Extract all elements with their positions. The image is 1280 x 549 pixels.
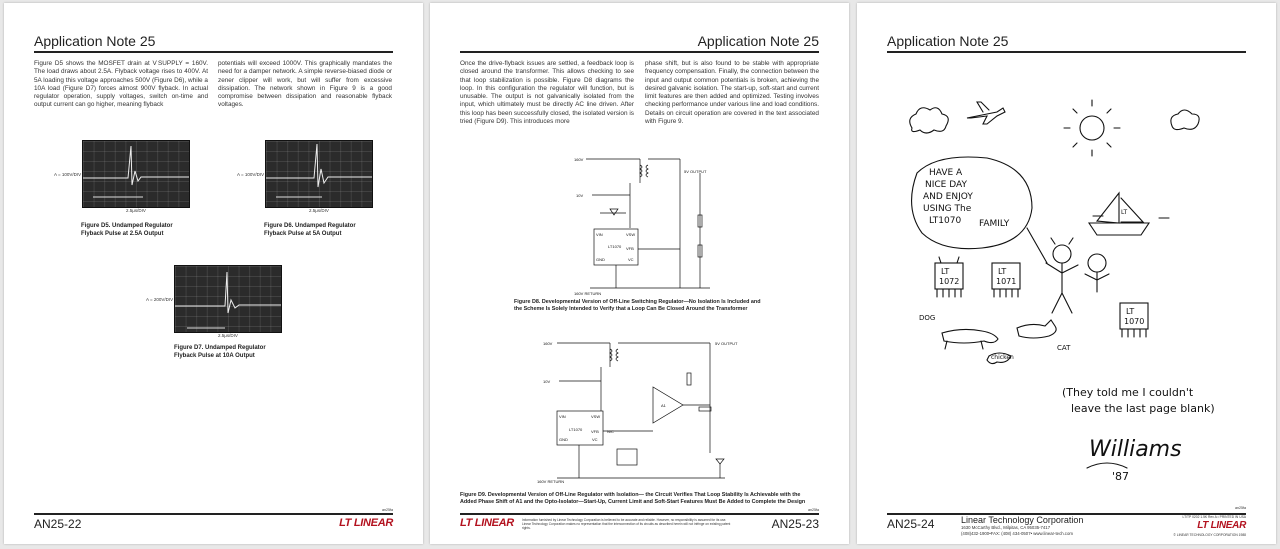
- svg-text:LT: LT: [1126, 307, 1135, 316]
- fig-d6-time: 2.5μs/DIV: [309, 208, 329, 213]
- copyright: © LINEAR TECHNOLOGY CORPORATION 1988: [1173, 533, 1246, 537]
- body-column-2: phase shift, but is also found to be stable with appropriate frequency compensation. Finally, the connection between the input and output common potentials is broken, achieving the desired galvanic isolation. The start-up, soft-start and current limit features are then added and optimized. Testing involves checking performance under various line and load conditions. Details on circuit operation are covered in the text associated with Figure 9.: [645, 60, 819, 126]
- fig-d6-scale: A = 100V/DIV: [237, 172, 265, 177]
- page-an25-24: [857, 3, 1276, 544]
- fig-d5-scale: A = 100V/DIV: [54, 172, 82, 177]
- sun-doodle: [1080, 116, 1104, 140]
- svg-text:Williams: Williams: [1089, 437, 1182, 462]
- bubble-text: [923, 168, 1010, 229]
- body-column-1: Figure D5 shows the MOSFET drain at V SUPPLY = 160V. The load draws about 2.5A. Flyback voltage rises to 400V. At 5A loading this voltage approaches 500V (Figure D6), while a 10A load (Figure D7) forces almost 900V flyback. In actual regulator operation, supply voltages, switch on-time and output current can go higher, meaning flyback: [34, 60, 208, 109]
- page-an25-22: [4, 3, 423, 544]
- page-header: Application Note 25: [697, 33, 819, 49]
- svg-text:VIN: VIN: [559, 414, 566, 419]
- fig-d8-caption: Figure D8. Developmental Version of Off-Line Switching Regulator—No Isolation Is Included and the Scheme Is Solely Intended to Verify that a Loop Can Be Closed Around the Transformer: [514, 299, 761, 312]
- company-name: Linear Technology Corporation: [961, 515, 1084, 525]
- sailboat-doodle: [1089, 193, 1149, 235]
- footer-code: an25fa: [382, 508, 393, 512]
- page-number: AN25-24: [887, 517, 935, 531]
- fig-d5-caption: Figure D5. Undamped Regulator Flyback Pulse at 2.5A Output: [81, 223, 173, 237]
- svg-text:chicken: chicken: [991, 354, 1014, 361]
- svg-text:VFB: VFB: [591, 429, 599, 434]
- fig-d5-scope: [82, 140, 190, 208]
- svg-text:N/C: N/C: [607, 429, 614, 434]
- body-column-2: potentials will exceed 1000V. This graphically mandates the need for a damper network. A simple reverse-biased diode or zener clipper will work, but will suffer from excessive dissipation. The network shown in Figure 9 is a good compromise between dissipation and reasonable flyback voltages.: [218, 60, 392, 109]
- page-header: Application Note 25: [34, 33, 156, 49]
- svg-text:5V OUTPUT: 5V OUTPUT: [684, 169, 707, 174]
- svg-text:LT: LT: [998, 267, 1007, 276]
- cat-doodle: [1017, 320, 1056, 338]
- svg-text:NICE DAY: NICE DAY: [925, 180, 967, 190]
- header-rule: [460, 51, 819, 53]
- svg-text:VIN: VIN: [596, 232, 603, 237]
- svg-text:VSW: VSW: [626, 232, 636, 237]
- svg-text:leave the last page blank): leave the last page blank): [1071, 402, 1215, 415]
- svg-text:DOG: DOG: [919, 314, 936, 322]
- page-header: Application Note 25: [887, 33, 1009, 49]
- svg-text:VC: VC: [592, 437, 598, 442]
- svg-text:HAVE A: HAVE A: [929, 168, 963, 178]
- svg-text:AND ENJOY: AND ENJOY: [923, 192, 973, 202]
- svg-text:LT1070: LT1070: [929, 216, 962, 226]
- linear-logo: LT LINEAR: [1197, 520, 1246, 531]
- footer-rule: [34, 513, 393, 515]
- svg-text:160V RETURN: 160V RETURN: [537, 479, 565, 484]
- fig-d8-schematic: [570, 153, 730, 298]
- fig-d6-caption: Figure D6. Undamped Regulator Flyback Pulse at 5A Output: [264, 223, 356, 237]
- linear-logo: LT LINEAR: [460, 517, 514, 529]
- fig-d7-time: 2.5μs/DIV: [218, 333, 238, 338]
- svg-text:160V: 160V: [574, 157, 584, 162]
- svg-text:LT1070: LT1070: [569, 427, 583, 432]
- svg-text:1072: 1072: [939, 277, 960, 286]
- svg-text:A1: A1: [661, 403, 666, 408]
- svg-text:VFB: VFB: [626, 246, 634, 251]
- fig-d7-scale: A = 200V/DIV: [146, 297, 174, 302]
- svg-text:160V: 160V: [543, 341, 553, 346]
- svg-text:160V RETURN: 160V RETURN: [574, 291, 602, 296]
- page-an25-23: [430, 3, 849, 544]
- svg-text:(They told me I couldn't: (They told me I couldn't: [1062, 386, 1194, 399]
- svg-text:GND: GND: [559, 437, 568, 442]
- svg-text:GND: GND: [596, 257, 605, 262]
- svg-text:LT: LT: [941, 267, 950, 276]
- print-code: LT/TP 0202 1.5K Rev A • PRINTED IN USA: [1182, 515, 1246, 519]
- header-rule: [887, 51, 1246, 53]
- company-phone: (408)432-1900•FAX: (408) 434-0507• www.linear-tech.com: [961, 531, 1073, 536]
- svg-text:1070: 1070: [1124, 317, 1145, 326]
- page-number: AN25-23: [771, 517, 819, 531]
- fig-d7-scope: [174, 265, 282, 333]
- svg-text:'87: '87: [1112, 470, 1130, 483]
- header-rule: [34, 51, 393, 53]
- svg-text:1071: 1071: [996, 277, 1017, 286]
- svg-text:LT: LT: [1121, 209, 1128, 216]
- footer-rule: [460, 513, 819, 515]
- body-column-1: Once the drive-flyback issues are settled, a feedback loop is closed around the transformer. This allows checking to see that loop stabilization is possible. Figure D8 diagrams the loop. In this configuration the regulator will function, but is unusable. The output is not galvanically isolated from the input, which ultimately must be directly AC line driven. After this loop has been successfully closed, the isolated version is tried (Figure D9). This introduces more: [460, 60, 634, 126]
- footer-code: an25fa: [1235, 506, 1246, 510]
- svg-text:LT1070: LT1070: [608, 244, 622, 249]
- svg-text:FAMILY: FAMILY: [979, 219, 1010, 229]
- footer-code: an25fa: [808, 508, 819, 512]
- fig-d7-caption: Figure D7. Undamped Regulator Flyback Pulse at 10A Output: [174, 345, 266, 359]
- fig-d9-schematic: [535, 333, 740, 488]
- dog-doodle: [942, 329, 998, 349]
- company-address: 1630 McCarthy Blvd., Milpitas, CA 95035-7417: [961, 525, 1051, 530]
- hand-drawn-cartoon: [857, 58, 1276, 498]
- svg-text:10V: 10V: [543, 379, 551, 384]
- svg-text:USING The: USING The: [923, 204, 972, 214]
- svg-text:VC: VC: [628, 257, 634, 262]
- footer-disclaimer: Information furnished by Linear Technology Corporation is believed to be accurate and reliable. However, no responsibility is assumed for its use. Linear Technology Corporation makes no representation that the interconnection of its circuits as described herein will not infringe on existing patent rights.: [522, 518, 731, 530]
- svg-text:CAT: CAT: [1057, 344, 1071, 352]
- page-number: AN25-22: [34, 517, 82, 531]
- fig-d6-scope: [265, 140, 373, 208]
- svg-text:10V: 10V: [576, 193, 584, 198]
- svg-text:VSW: VSW: [591, 414, 601, 419]
- fig-d9-caption: Figure D9. Developmental Version of Off-Line Regulator with Isolation— the Circuit Verifies That Loop Stability Is Achievable with the Added Phase Shift of A1 and the Opto-Isolator—Start-Up, Current Limit and Soft-Start Features Must Be Added to Complete the Design: [460, 492, 806, 505]
- linear-logo: LT LINEAR: [339, 517, 393, 529]
- airplane-doodle: [967, 102, 1005, 124]
- fig-d5-time: 2.5μs/DIV: [126, 208, 146, 213]
- svg-text:5V OUTPUT: 5V OUTPUT: [715, 341, 738, 346]
- cloud-doodle: [910, 108, 949, 133]
